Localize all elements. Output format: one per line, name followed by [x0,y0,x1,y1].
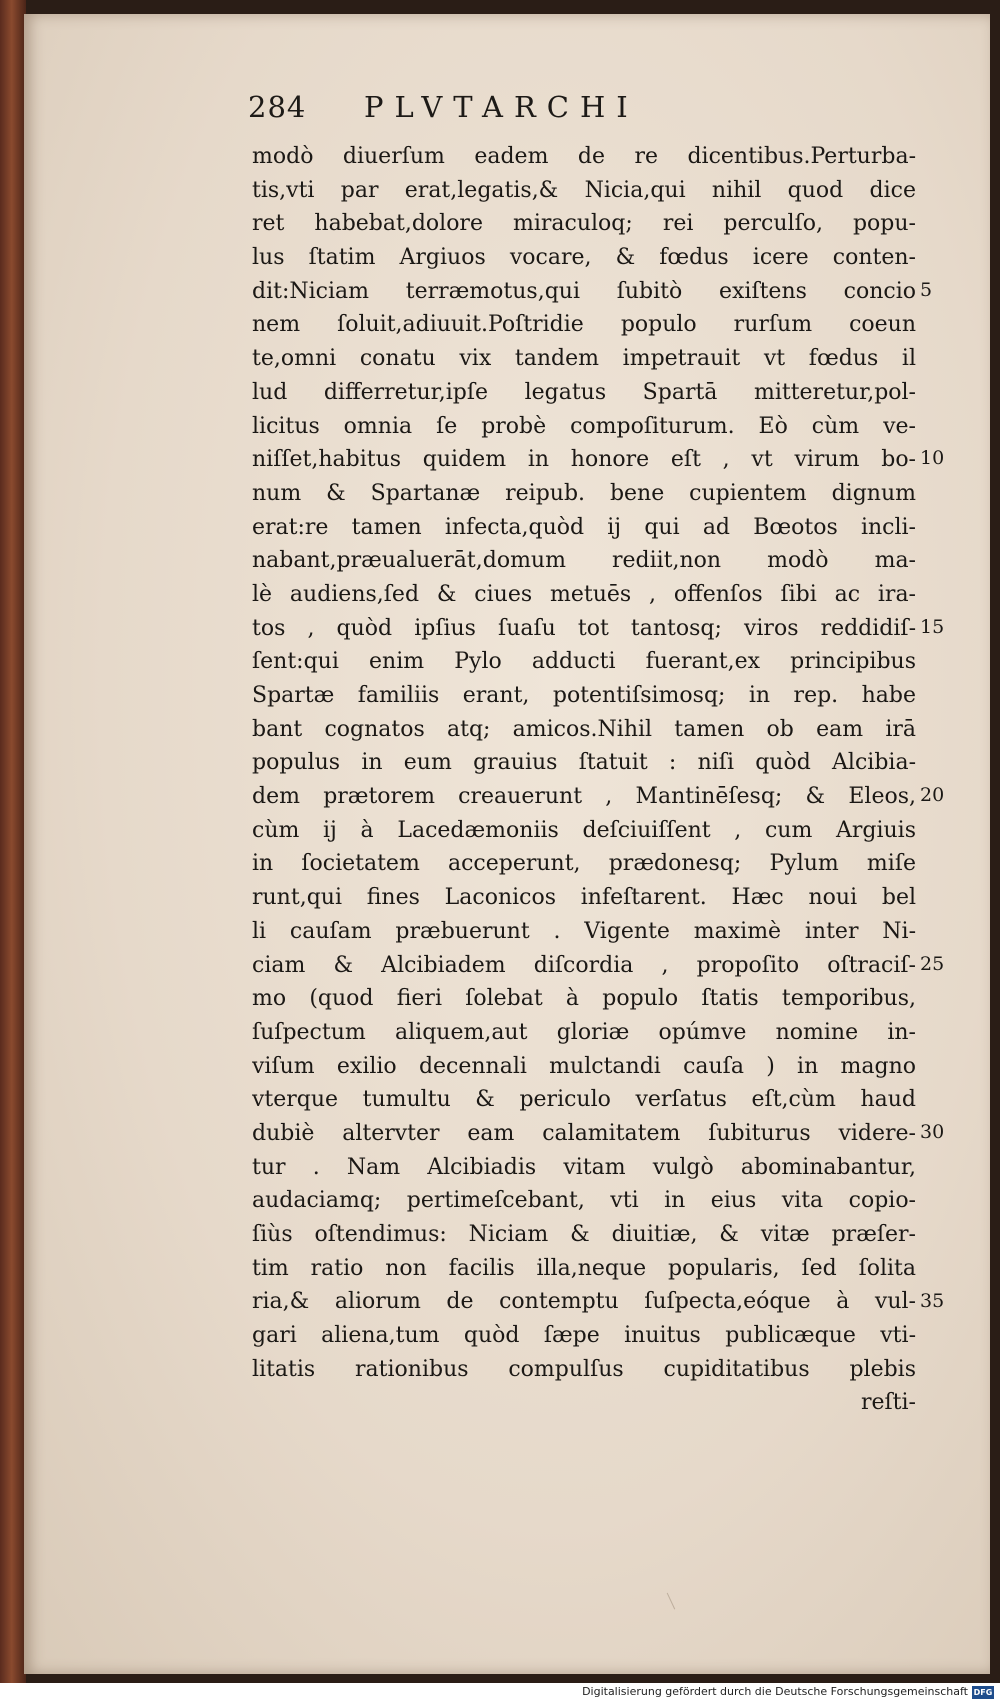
text-line: te,omni conatu vix tandem impetrauit vt fœdus il [252,346,916,372]
margin-line-number: 25 [920,952,945,975]
text-line: modò diuerſum eadem de re dicentibus.Perturba- [252,144,916,169]
text-line: ſent:qui enim Pylo adducti fuerant,ex principibus [252,649,916,675]
text-line: ret habebat,dolore miraculoq; rei perculſo, popu- [252,211,916,237]
text-line: vterque tumultu & periculo verſatus eſt,cùm haud [252,1087,916,1113]
text-line: viſum exilio decennali mulctandi cauſa ) in magno [252,1053,916,1079]
text-line: Spartæ familiis erant, potentiſsimosq; in rep. habe [252,683,916,708]
text-line: dit:Niciam terræmotus,qui ſubitò exiſtens concio [252,278,916,304]
margin-line-number: 20 [920,784,945,807]
text-line: nabant,præualuerāt,domum rediit,non modò ma- [252,548,916,574]
text-line: tim ratio non facilis illa,neque popularis, ſed ſolita [252,1255,916,1281]
text-line: populus in eum grauius ſtatuit : niſi quòd Alcibia- [252,750,916,776]
text-line: runt,qui fines Laconicos infeſtarent. Hæc noui bel [252,885,916,911]
margin-line-number: 10 [920,447,945,470]
text-line: tos , quòd ipſius ſuaſu tot tantosq; viros reddidiſ- [252,615,916,641]
text-line: niſſet,habitus quidem in honore eſt , vt virum bo- [252,447,916,473]
margin-line-number: 5 [920,278,933,301]
text-line: dem prætorem creauerunt , Mantinēſesq; & Eleos, [252,784,916,810]
footer-credit: Digitalisierung gefördert durch die Deutsche Forschungsgemeinschaft [582,1685,968,1698]
text-line: tis,vti par erat,legatis,& Nicia,qui nihil quod dice [252,177,916,203]
text-line: bant cognatos atq; amicos.Nihil tamen ob eam irā [252,716,916,742]
body-text [252,140,916,1420]
text-line: dubiè altervter eam calamitatem ſubiturus videre- [252,1120,916,1146]
margin-line-number: 15 [920,615,945,638]
text-line: ſuſpectum aliquem,aut gloriæ opúmve nomine in- [252,1019,916,1045]
footer-strip [0,1683,1000,1703]
text-line: ſiùs oſtendimus: Niciam & diuitiæ, & vitæ præſer- [252,1222,916,1247]
margin-line-number: 35 [920,1289,945,1312]
text-line: lè audiens,ſed & ciues metuēs , offenſos ſibi ac ira- [252,581,916,607]
text-line: reſti- [861,1390,916,1416]
text-line: ciam & Alcibiadem diſcordia , propoſito oſtraciſ- [252,952,916,978]
text-line: lud differretur,ipſe legatus Spartā mitteretur,pol- [252,379,916,405]
text-line: audaciamq; pertimeſcebant, vti in eius vita copio- [252,1188,916,1214]
page-header [248,90,768,138]
text-line: li cauſam præbuerunt . Vigente maximè inter Ni- [252,918,916,944]
text-line: mo (quod fieri ſolebat à populo ſtatis temporibus, [252,986,916,1012]
margin-line-number: 30 [920,1121,945,1144]
text-line: erat:re tamen infecta,quòd ij qui ad Bœotos incli- [252,514,916,540]
text-line: nem ſoluit,adiuuit.Poſtridie populo rurſum coeun [252,312,916,338]
text-line: ria,& aliorum de contemptu ſuſpecta,eóque à vul- [252,1289,916,1315]
text-line: num & Spartanæ reipub. bene cupientem dignum [252,480,916,506]
text-line: licitus omnia ſe probè compoſiturum. Eò cùm ve- [252,413,916,439]
dfg-logo-icon: DFG [973,1688,993,1697]
text-line: litatis rationibus compulſus cupiditatibus plebis [252,1356,916,1382]
book-spine [0,0,26,1703]
text-line: cùm ij à Lacedæmoniis deſciuiſſent , cum Argiuis [252,817,916,843]
page-number: 284 [248,90,307,124]
text-line: gari aliena,tum quòd ſæpe inuitus publicæque vti- [252,1323,916,1349]
text-line: tur . Nam Alcibiadis vitam vulgò abominabantur, [252,1154,916,1180]
text-line: lus ſtatim Argiuos vocare, & fœdus icere conten- [252,245,916,271]
running-title: PLVTARCHI [364,90,639,124]
text-line: in ſocietatem acceperunt, prædonesq; Pylum miſe [252,851,916,877]
